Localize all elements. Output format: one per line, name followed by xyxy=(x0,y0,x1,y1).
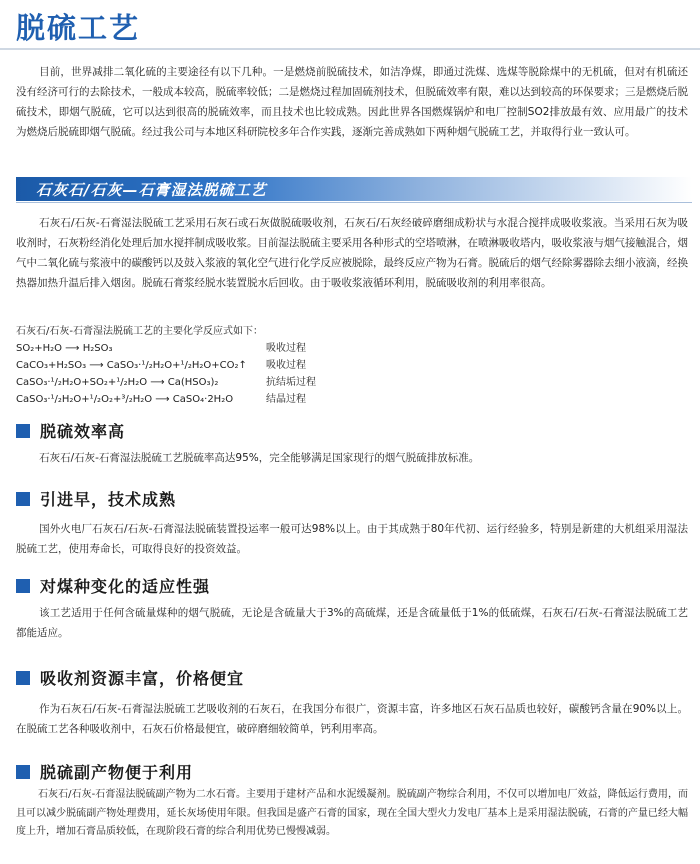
process-paragraph: 石灰石/石灰-石膏湿法脱硫工艺采用石灰石或石灰做脱硫吸收剂，石灰石/石灰经破碎磨细成粉状与水混合搅拌成吸收浆液。当采用石灰为吸收剂时，石灰粉经消化处理后加水搅拌制成吸收浆。目前湿法脱硫主要采用各种形式的空塔喷淋，在喷淋吸收塔内，吸收浆液与烟气接触混合，烟气中二氧化硫与浆液中的碳酸钙以及鼓入浆液的氧化空气进行化学反应被脱除，最终反应产物为石膏。脱硫后的烟气经除雾器除去细小液滴，经换热器加热升温后排入烟囱。脱硫石膏浆经脱水装置脱水后回收。由于吸收浆液循环利用，脱硫吸收剂的利用率很高。 xyxy=(16,217,688,289)
heading-square-icon xyxy=(16,424,30,438)
section-banner xyxy=(16,177,692,201)
section-heading-text: 脱硫效率高 xyxy=(40,422,126,441)
title-divider xyxy=(0,48,700,50)
section-text-efficiency: 石灰石/石灰-石膏湿法脱硫工艺脱硫率高达95%，完全能够满足国家现行的烟气脱硫排放标准。 xyxy=(39,452,480,464)
reaction-block xyxy=(16,323,576,408)
section-heading-text: 对煤种变化的适应性强 xyxy=(40,577,211,596)
reaction-equation: CaSO₃·¹/₂H₂O+¹/₂O₂+³/₂H₂O ⟶ CaSO₄·2H₂O xyxy=(16,394,234,405)
heading-square-icon xyxy=(16,492,30,506)
section-heading-efficiency xyxy=(16,419,125,442)
reaction-title: 石灰石/石灰-石膏湿法脱硫工艺的主要化学反应式如下： xyxy=(16,326,263,337)
reaction-row xyxy=(16,374,576,391)
section-heading-byproduct xyxy=(16,760,193,783)
section-heading-text: 脱硫副产物便于利用 xyxy=(40,763,194,782)
section-heading-resources xyxy=(16,666,244,689)
intro-paragraph: 目前，世界减排二氧化硫的主要途径有以下几种。一是燃烧前脱硫技术，如洁净煤，即通过洗煤、选煤等脱除煤中的无机硫，但对有机硫还没有经济可行的去除技术，一般成本较高，脱硫率较低；二是燃烧过程加固硫剂技术，但脱硫效率有限，难以达到较高的环保要求；三是燃烧后脱硫技术，即烟气脱硫，它可以达到很高的脱硫效率，而且技术也比较成熟。因此世界各国燃煤锅炉和电厂控制SO2排放最有效、应用最广的技术为燃烧后脱硫即烟气脱硫。经过我公司与本地区科研院校多年合作实践，逐渐完善成熟如下两种烟气脱硫工艺，并取得行业一致认可。 xyxy=(16,66,688,138)
section-heading-adaptability xyxy=(16,574,210,597)
section-text-resources: 作为石灰石/石灰-石膏湿法脱硫工艺吸收剂的石灰石，在我国分布很广，资源丰富，许多地区石灰石品质也较好，碳酸钙含量在90%以上。在脱硫工艺各种吸收剂中，石灰石价格最便宜，破碎磨细较简单，钙利用率高。 xyxy=(16,703,688,735)
heading-square-icon xyxy=(16,765,30,779)
reaction-equation: CaSO₃·¹/₂H₂O+SO₂+¹/₂H₂O ⟶ Ca(HSO₃)₂ xyxy=(16,377,219,388)
page-title: 脱硫工艺 xyxy=(16,11,141,45)
reaction-row xyxy=(16,357,576,374)
reaction-description: 结晶过程 xyxy=(266,394,306,405)
reaction-description: 吸收过程 xyxy=(266,360,306,371)
reaction-description: 吸收过程 xyxy=(266,343,306,354)
banner-divider xyxy=(16,202,692,203)
heading-square-icon xyxy=(16,579,30,593)
reaction-equation: SO₂+H₂O ⟶ H₂SO₃ xyxy=(16,343,113,354)
section-text-mature: 国外火电厂石灰石/石灰-石膏湿法脱硫装置投运率一般可达98%以上。由于其成熟于80年代初、运行经验多，特别是新建的大机组采用湿法脱硫工艺，使用寿命长，可取得良好的投资效益。 xyxy=(16,523,688,555)
heading-square-icon xyxy=(16,671,30,685)
section-banner-label: 石灰石/石灰—石膏湿法脱硫工艺 xyxy=(36,181,267,199)
reaction-equation: CaCO₃+H₂SO₃ ⟶ CaSO₃·¹/₂H₂O+¹/₂H₂O+CO₂↑ xyxy=(16,360,247,371)
section-text-byproduct: 石灰石/石灰-石膏湿法脱硫副产物为二水石膏。主要用于建材产品和水泥缓凝剂。脱硫副产物综合利用，不仅可以增加电厂效益，降低运行费用，而且可以减少脱硫副产物处理费用，延长灰场使用年限。但我国是盛产石膏的国家，现在全国大型火力发电厂基本上是采用湿法脱硫，石膏的产量已经大幅度上升，增加石膏品质较低，在现阶段石膏的综合利用优势已慢慢减弱。 xyxy=(16,789,688,837)
reaction-description: 抗结垢过程 xyxy=(266,377,316,388)
section-heading-mature xyxy=(16,487,176,510)
section-heading-text: 吸收剂资源丰富，价格便宜 xyxy=(40,669,245,688)
section-text-adaptability: 该工艺适用于任何含硫量煤种的烟气脱硫，无论是含硫量大于3%的高硫煤，还是含硫量低于1%的低硫煤，石灰石/石灰-石膏湿法脱硫工艺都能适应。 xyxy=(16,607,688,639)
reaction-row xyxy=(16,391,576,408)
reaction-row xyxy=(16,340,576,357)
section-heading-text: 引进早，技术成熟 xyxy=(40,490,177,509)
